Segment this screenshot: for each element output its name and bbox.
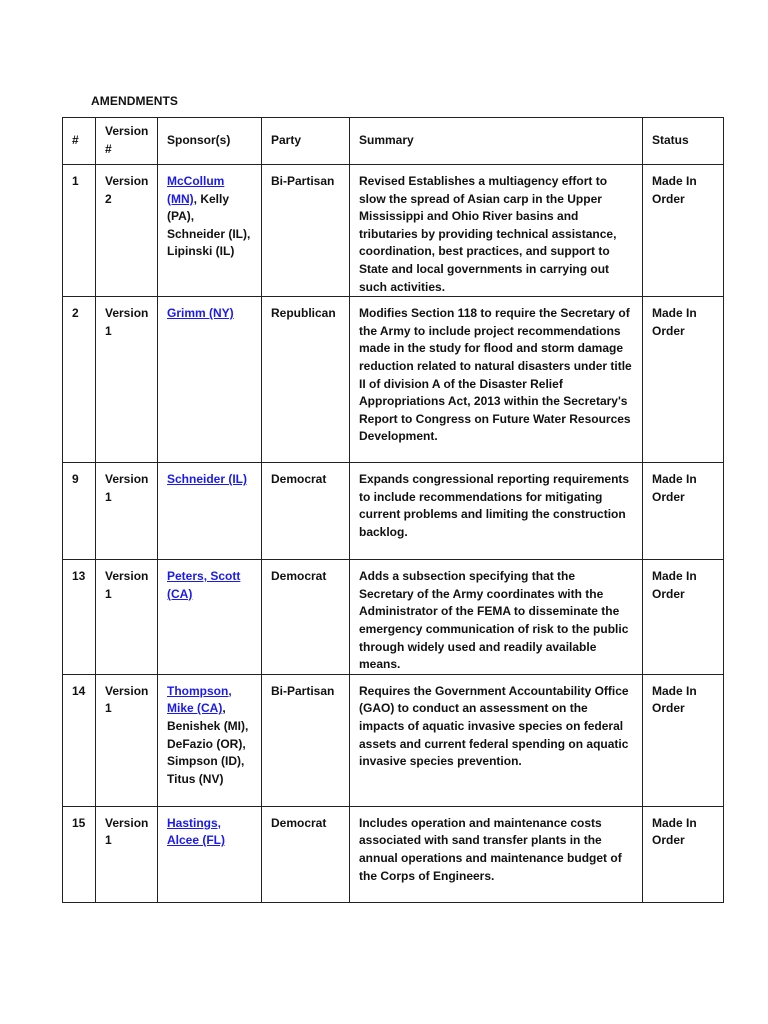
- amendment-summary: Modifies Section 118 to require the Secretary of the Army to include project recommendations made in the study for flood and storm damage reduction related to natural disasters under title II of division A of the Disaster Relief Appropriations Act, 2013 within the Secretary's Report to Congress on Future Water Resources Development.: [350, 297, 643, 463]
- amendment-version: Version 1: [96, 560, 158, 675]
- table-row: [63, 674, 724, 806]
- table-row: [63, 463, 724, 560]
- amendment-party: Democrat: [262, 463, 350, 560]
- column-header-party: Party: [262, 118, 350, 165]
- amendment-status: Made In Order: [643, 165, 724, 297]
- sponsor-link[interactable]: Peters, Scott (CA): [167, 569, 241, 601]
- amendment-number: 13: [63, 560, 96, 675]
- amendment-version: Version 2: [96, 165, 158, 297]
- amendment-summary: Includes operation and maintenance costs associated with sand transfer plants in the annual operations and maintenance budget of the Corps of Engineers.: [350, 806, 643, 902]
- amendment-sponsors: [158, 806, 262, 902]
- amendment-sponsors: [158, 297, 262, 463]
- amendment-number: 9: [63, 463, 96, 560]
- amendment-version: Version 1: [96, 806, 158, 902]
- document-heading: AMENDMENTS: [91, 94, 178, 108]
- column-header-status: Status: [643, 118, 724, 165]
- amendment-version: Version 1: [96, 297, 158, 463]
- amendment-number: 1: [63, 165, 96, 297]
- amendment-status: Made In Order: [643, 806, 724, 902]
- amendment-party: Bi-Partisan: [262, 165, 350, 297]
- amendment-status: Made In Order: [643, 463, 724, 560]
- amendment-status: Made In Order: [643, 560, 724, 675]
- column-header-summary: Summary: [350, 118, 643, 165]
- co-sponsors: , Benishek (MI), DeFazio (OR), Simpson (ID), Titus (NV): [167, 701, 249, 786]
- sponsor-link[interactable]: Grimm (NY): [167, 306, 234, 321]
- amendment-summary: Expands congressional reporting requirements to include recommendations for mitigating current problems and limiting the construction backlog.: [350, 463, 643, 560]
- amendment-status: Made In Order: [643, 297, 724, 463]
- amendment-sponsors: [158, 674, 262, 806]
- amendment-sponsors: [158, 560, 262, 675]
- amendment-summary: Revised Establishes a multiagency effort to slow the spread of Asian carp in the Upper Mississippi and Ohio River basins and tributaries by providing technical assistance, coordination, best practices, and support to State and local governments in carrying out such activities.: [350, 165, 643, 297]
- sponsor-link[interactable]: McCollum (MN): [167, 174, 225, 206]
- table-row: [63, 165, 724, 297]
- amendment-number: 2: [63, 297, 96, 463]
- amendment-sponsors: [158, 165, 262, 297]
- amendment-party: Democrat: [262, 806, 350, 902]
- amendment-summary: Requires the Government Accountability Office (GAO) to conduct an assessment on the impacts of aquatic invasive species on federal assets and current federal spending on aquatic invasive species prevention.: [350, 674, 643, 806]
- amendment-summary: Adds a subsection specifying that the Secretary of the Army coordinates with the Administrator of the FEMA to disseminate the emergency communication of risk to the public through widely used and readily available means.: [350, 560, 643, 675]
- table-row: [63, 560, 724, 675]
- amendment-number: 14: [63, 674, 96, 806]
- amendment-sponsors: [158, 463, 262, 560]
- sponsor-link[interactable]: Hastings, Alcee (FL): [167, 815, 226, 848]
- amendment-party: Democrat: [262, 560, 350, 675]
- table-row: [63, 806, 724, 902]
- amendment-number: 15: [63, 806, 96, 902]
- amendment-version: Version 1: [96, 463, 158, 560]
- sponsor-link[interactable]: Thompson, Mike (CA): [167, 683, 232, 716]
- table-row: [63, 297, 724, 463]
- column-header-sponsors: Sponsor(s): [158, 118, 262, 165]
- amendment-party: Republican: [262, 297, 350, 463]
- sponsor-link[interactable]: Schneider (IL): [167, 472, 248, 487]
- column-header-version: Version #: [96, 118, 158, 165]
- co-sponsors: , Kelly (PA), Schneider (IL), Lipinski (IL): [167, 191, 251, 259]
- amendment-party: Bi-Partisan: [262, 674, 350, 806]
- table-header-row: [63, 118, 724, 165]
- amendments-table: [62, 117, 724, 903]
- amendment-version: Version 1: [96, 674, 158, 806]
- amendment-status: Made In Order: [643, 674, 724, 806]
- column-header-number: #: [63, 118, 96, 165]
